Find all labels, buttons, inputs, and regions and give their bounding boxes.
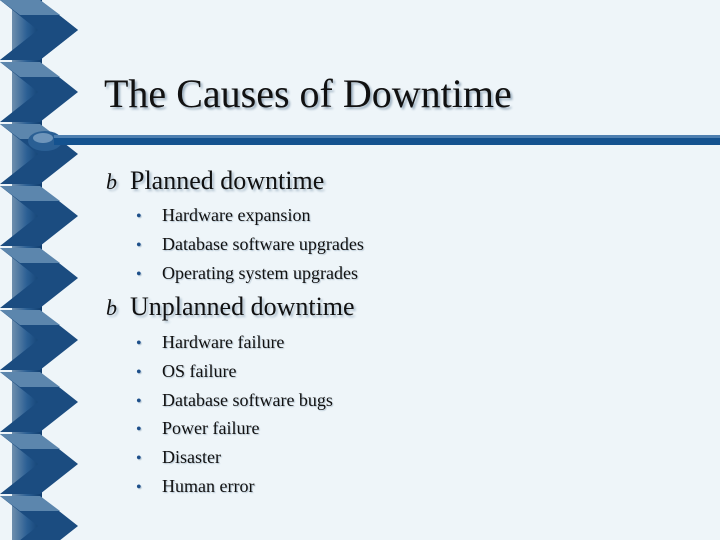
- b-bullet-icon: b: [106, 169, 117, 194]
- list-item: • Hardware failure: [136, 332, 285, 352]
- list-item: • Operating system upgrades: [136, 263, 358, 283]
- bullet-dot-icon: •: [136, 364, 142, 381]
- slide-title: The Causes of Downtime: [104, 71, 512, 116]
- list-item: • Human error: [136, 476, 255, 496]
- list-item: • Power failure: [136, 418, 260, 438]
- bullet-dot-icon: •: [136, 266, 142, 283]
- section-planned: [106, 166, 324, 196]
- bullet-dot-icon: •: [136, 208, 142, 225]
- section-label: Unplanned downtime: [130, 292, 355, 321]
- bullet-dot-icon: •: [136, 237, 142, 254]
- list-item: • OS failure: [136, 361, 237, 381]
- decorative-left-band: [0, 0, 82, 540]
- section-label: Planned downtime: [130, 166, 325, 195]
- bullet-dot-icon: •: [136, 335, 142, 352]
- bullet-dot-icon: •: [136, 479, 142, 496]
- section-unplanned: [106, 292, 355, 322]
- title-underline: [24, 130, 720, 152]
- bullet-dot-icon: •: [136, 421, 142, 438]
- b-bullet-icon: b: [106, 295, 117, 320]
- list-item: • Hardware expansion: [136, 205, 311, 225]
- bullet-dot-icon: •: [136, 450, 142, 467]
- list-item: • Database software upgrades: [136, 234, 364, 254]
- bullet-dot-icon: •: [136, 393, 142, 410]
- list-item: • Database software bugs: [136, 390, 333, 410]
- list-item: • Disaster: [136, 447, 221, 467]
